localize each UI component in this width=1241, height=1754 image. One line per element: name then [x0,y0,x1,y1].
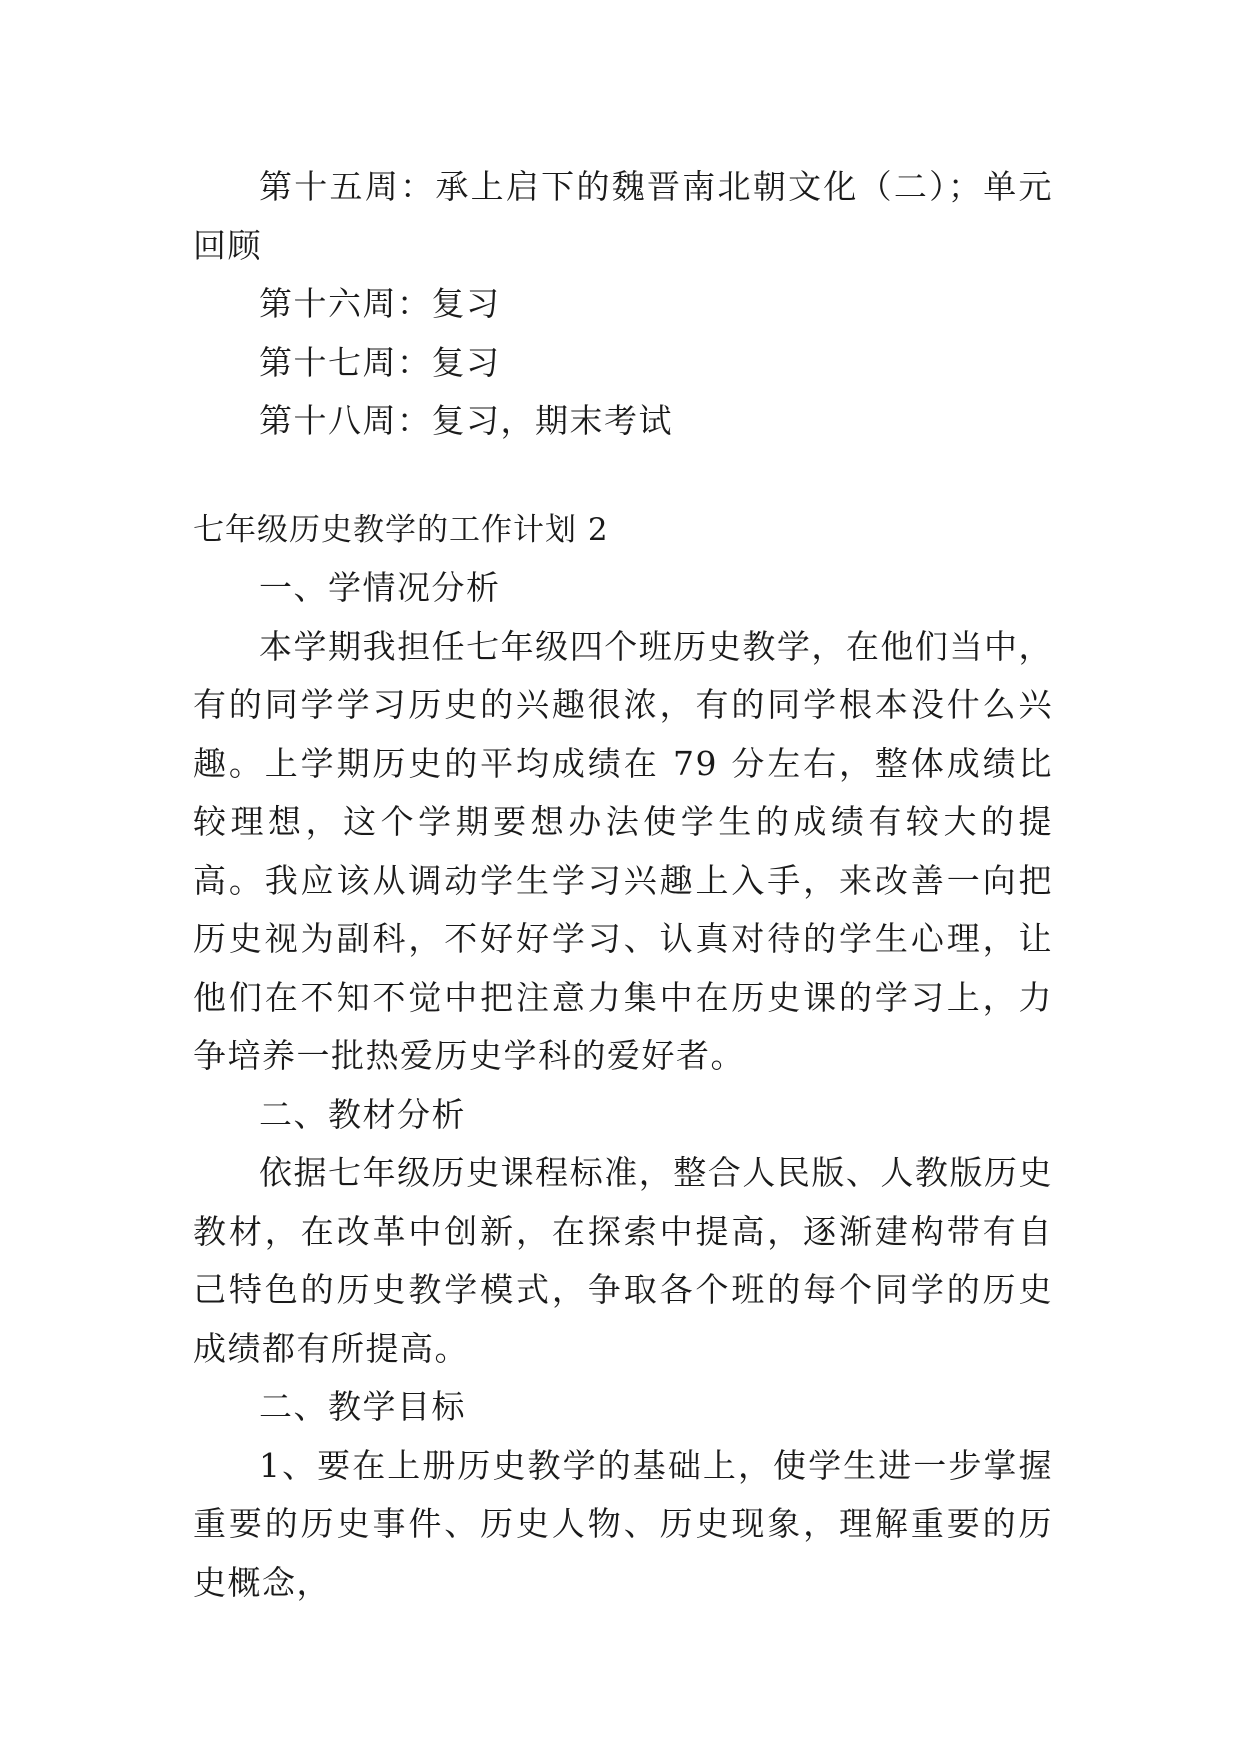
textbook-paragraph: 依据七年级历史课程标准，整合人民版、人教版历史教材，在改革中创新，在探索中提高，逐渐建构带有自己特色的历史教学模式，争取各个班的每个同学的历史成绩都有所提高。 [193,1153,1053,1368]
goals-heading: 二、教学目标 [259,1387,466,1426]
goals-item-1: 1、要在上册历史教学的基础上，使学生进一步掌握重要的历史事件、历史人物、历史现象，理解重要的历史概念， [193,1445,1053,1602]
schedule-week-18: 第十八周：复习，期末考试 [259,401,673,440]
textbook-heading: 二、教材分析 [259,1094,466,1134]
situation-heading: 一、学情况分析 [259,568,501,607]
schedule-week-15: 第十五周：承上启下的魏晋南北朝文化（二）；单元回顾 [193,167,1053,265]
section-title: 七年级历史教学的工作计划 2 [193,511,609,548]
schedule-week-16: 第十六周：复习 [259,284,501,323]
section-gap [193,451,1053,501]
situation-paragraph: 本学期我担任七年级四个班历史教学，在他们当中，有的同学学习历史的兴趣很浓，有的同学根本没什么兴趣。上学期历史的平均成绩在 79 分左右，整体成绩比较理想，这个学期要想办法使学生的成绩有较大的提高。我应该从调动学生学习兴趣上入手，来改善一向把历史视为副科，不好好学习、认真对待的学生心理，让他们在不知不觉中把注意力集中在历史课的学习上，力争培养一批热爱历史学科的爱好者。 [193,626,1053,1075]
schedule-week-17: 第十七周：复习 [259,342,501,382]
document-page [193,158,1053,1612]
